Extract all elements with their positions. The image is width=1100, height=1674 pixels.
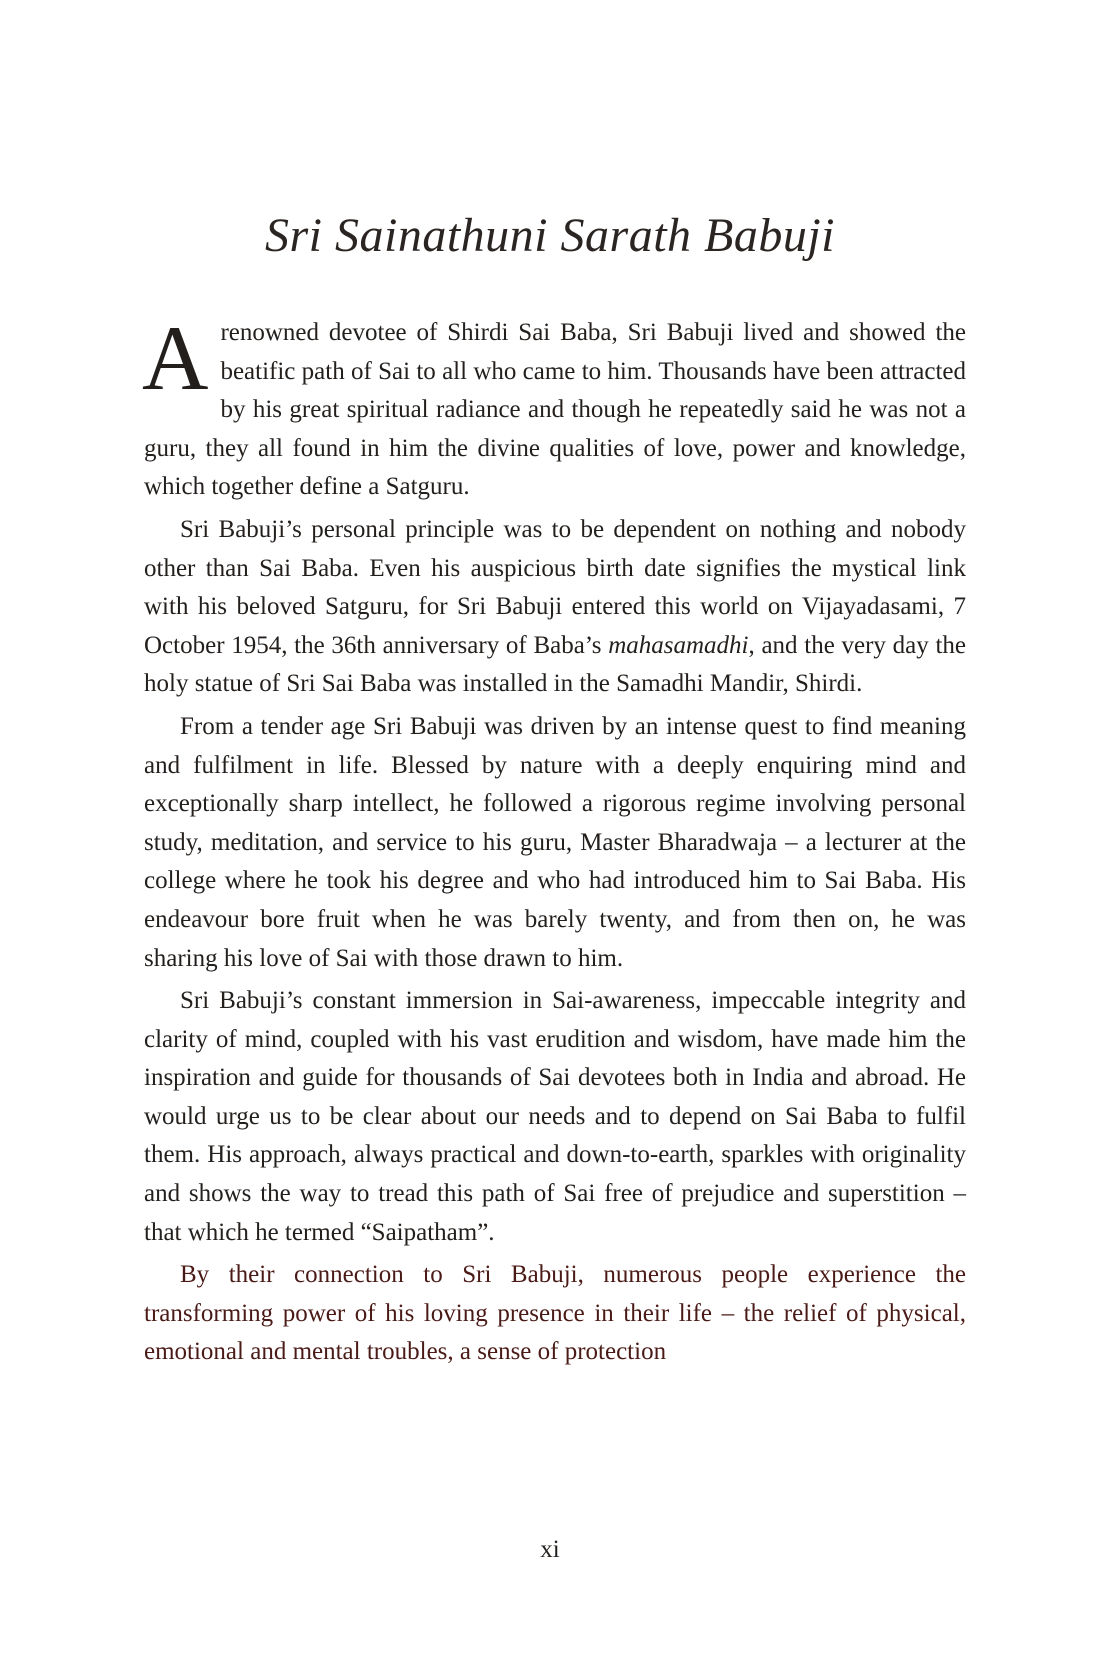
- drop-cap: A: [142, 307, 209, 409]
- paragraph-2: [144, 511, 966, 704]
- paragraph-5: By their connection to Sri Babuji, numerous people experience the transforming power of his loving presence in their life – the relief of physical, emotional and mental troubles, a sense of protection: [144, 1261, 966, 1366]
- chapter-title: Sri Sainathuni Sarath Babuji: [264, 209, 836, 262]
- body-text: [142, 307, 966, 1376]
- paragraph-2-text-a: Sri Babuji’s personal principle was to be dependent on nothing and nobody other than Sai Baba. Even his auspicious birth date signifies the mystical link with his beloved Satguru, for Sri Babuji entered this world on Vijayadasami, 7 October 1954, the 36th anniversary of Baba’s: [144, 515, 966, 659]
- page-number: xi: [540, 1536, 560, 1563]
- paragraph-2-text-b: , and the very day the holy statue of Sri Sai Baba was installed in the Samadhi Mandir, Shirdi.: [144, 631, 966, 698]
- paragraph-4: Sri Babuji’s constant immersion in Sai-awareness, impeccable integrity and clarity of mind, coupled with his vast erudition and wisdom, have made him the inspiration and guide for thousands of Sai devotees both in India and abroad. He would urge us to be clear about our needs and to depend on Sai Baba to fulfil them. His approach, always practical and down-to-earth, sparkles with originality and shows the way to tread this path of Sai free of prejudice and superstition – that which he termed “Saipatham”.: [144, 987, 966, 1246]
- paragraph-3: From a tender age Sri Babuji was driven by an intense quest to find meaning and fulfilment in life. Blessed by nature with a deeply enquiring mind and exceptionally sharp intellect, he followed a rigorous regime involving personal study, meditation, and service to his guru, Master Bharadwaja – a lecturer at the college where he took his degree and who had introduced him to Sai Baba. His endeavour bore fruit when he was barely twenty, and from then on, he was sharing his love of Sai with those drawn to him.: [144, 712, 966, 972]
- paragraph-1-text: renowned devotee of Shirdi Sai Baba, Sri Babuji lived and showed the beatific path of Sai to all who came to him. Thousands have been attracted by his great spiritual radiance and though he repeatedly said he was not a guru, they all found in him the divine qualities of love, power and knowledge, which together define a Satguru.: [144, 319, 966, 501]
- paragraph-1: [142, 307, 966, 507]
- paragraph-2-italic-term: mahasamadhi: [608, 631, 749, 659]
